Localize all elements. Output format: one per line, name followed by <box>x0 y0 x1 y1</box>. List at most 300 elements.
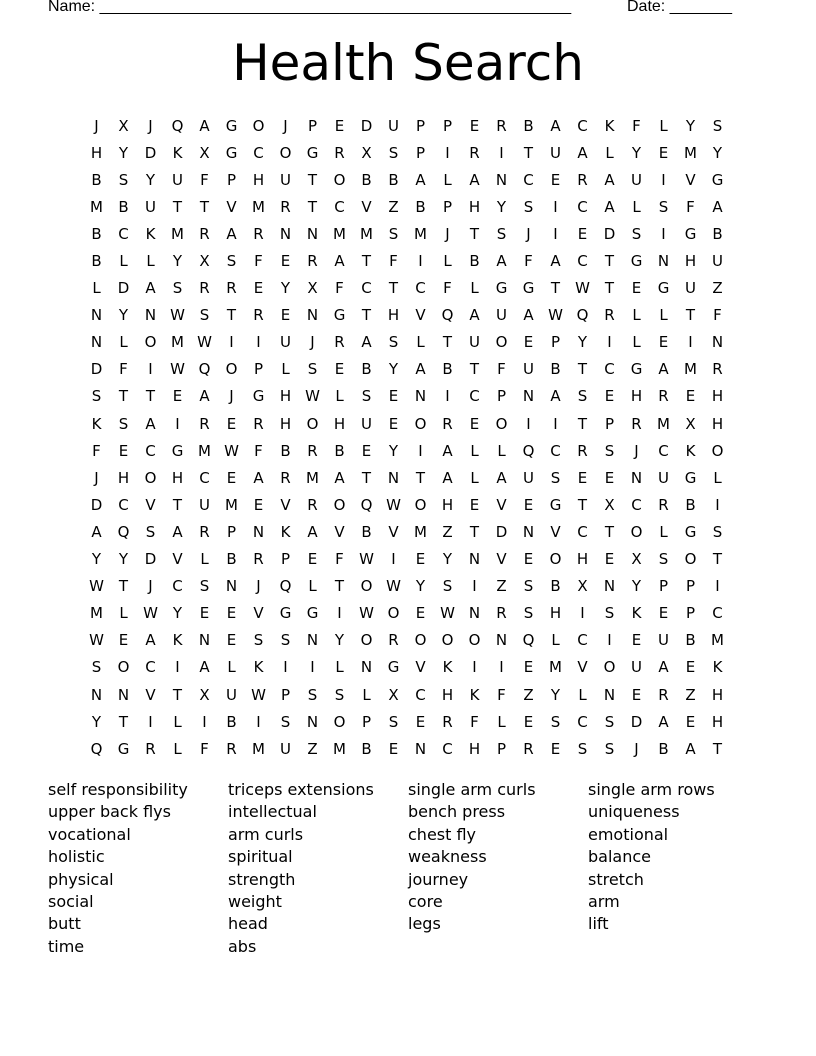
grid-letter: K <box>604 116 615 135</box>
grid-letter: Z <box>685 685 696 704</box>
grid-letter: E <box>685 387 696 406</box>
grid-letter: P <box>415 116 426 135</box>
grid-letter: L <box>416 333 425 352</box>
grid-letter: N <box>522 522 535 541</box>
grid-letter: U <box>280 333 291 352</box>
grid-letter: Q <box>171 116 184 135</box>
name-field[interactable]: Name: _____________________________________________________ <box>48 0 572 15</box>
grid-row <box>83 735 731 762</box>
grid-letter: L <box>632 333 641 352</box>
grid-letter: E <box>280 306 291 325</box>
word-item: uniqueness <box>588 802 680 822</box>
grid-letter: S <box>280 631 291 650</box>
grid-letter: S <box>334 685 345 704</box>
grid-letter: I <box>472 658 477 677</box>
grid-letter: T <box>307 197 318 216</box>
grid-letter: R <box>307 495 318 514</box>
word-item: abs <box>228 936 257 956</box>
grid-letter: M <box>171 333 184 352</box>
grid-letter: W <box>359 604 374 623</box>
grid-letter: T <box>226 306 237 325</box>
grid-letter: E <box>334 360 345 379</box>
grid-letter: F <box>92 441 101 460</box>
grid-letter: V <box>145 495 156 514</box>
grid-letter: A <box>658 360 669 379</box>
grid-letter: N <box>711 333 724 352</box>
grid-row <box>83 464 731 491</box>
grid-letter: A <box>658 658 669 677</box>
grid-letter: N <box>414 739 427 758</box>
grid-letter: S <box>523 604 534 623</box>
grid-letter: M <box>90 197 103 216</box>
grid-letter: S <box>496 224 507 243</box>
grid-letter: V <box>685 170 696 189</box>
grid-letter: C <box>523 170 534 189</box>
grid-letter: Q <box>279 577 292 596</box>
grid-letter: B <box>712 224 723 243</box>
grid-letter: S <box>118 170 129 189</box>
grid-letter: Z <box>523 685 534 704</box>
grid-letter: S <box>577 387 588 406</box>
grid-letter: T <box>469 522 480 541</box>
grid-letter: Q <box>198 360 211 379</box>
grid-letter: B <box>388 170 399 189</box>
grid-letter: A <box>199 658 210 677</box>
grid-letter: W <box>359 550 374 569</box>
grid-letter: O <box>333 495 346 514</box>
grid-letter: H <box>117 468 130 487</box>
grid-letter: E <box>388 414 399 433</box>
word-item: head <box>228 914 268 934</box>
grid-letter: R <box>199 224 210 243</box>
grid-letter: U <box>145 197 156 216</box>
grid-letter: W <box>224 441 239 460</box>
grid-letter: H <box>279 414 292 433</box>
grid-letter: H <box>711 414 724 433</box>
grid-letter: K <box>253 658 264 677</box>
grid-letter: O <box>414 631 427 650</box>
grid-letter: T <box>361 252 372 271</box>
grid-letter: N <box>522 387 535 406</box>
grid-letter: E <box>658 604 669 623</box>
grid-letter: S <box>253 631 264 650</box>
grid-letter: S <box>631 224 642 243</box>
grid-letter: F <box>443 279 452 298</box>
date-field[interactable]: Date: _______ <box>627 0 732 15</box>
grid-letter: N <box>306 224 319 243</box>
grid-letter: I <box>580 604 585 623</box>
grid-letter: M <box>306 468 319 487</box>
grid-letter: Y <box>550 685 561 704</box>
grid-letter: Y <box>91 712 102 731</box>
grid-letter: Q <box>522 441 535 460</box>
grid-letter: R <box>442 414 453 433</box>
grid-letter: N <box>144 306 157 325</box>
grid-letter: M <box>711 631 724 650</box>
grid-letter: L <box>335 387 344 406</box>
grid-letter: K <box>631 604 642 623</box>
grid-letter: M <box>549 658 562 677</box>
grid-letter: P <box>604 414 615 433</box>
grid-letter: X <box>577 577 588 596</box>
grid-letter: P <box>496 387 507 406</box>
grid-letter: R <box>577 441 588 460</box>
word-column <box>228 779 408 958</box>
grid-letter: E <box>199 604 210 623</box>
grid-letter: R <box>334 333 345 352</box>
grid-letter: W <box>386 577 401 596</box>
grid-letter: M <box>198 441 211 460</box>
grid-letter: I <box>283 658 288 677</box>
grid-letter: V <box>145 685 156 704</box>
grid-letter: X <box>604 495 615 514</box>
grid-letter: J <box>445 224 450 243</box>
grid-letter: U <box>469 333 480 352</box>
grid-letter: L <box>605 143 614 162</box>
grid-letter: N <box>387 468 400 487</box>
grid-letter: R <box>658 387 669 406</box>
grid-letter: Y <box>631 577 642 596</box>
word-item: weight <box>228 892 282 912</box>
grid-letter: E <box>631 685 642 704</box>
word-column <box>408 779 588 958</box>
grid-letter: L <box>632 197 641 216</box>
grid-letter: S <box>118 414 129 433</box>
grid-letter: A <box>172 522 183 541</box>
grid-letter: E <box>280 252 291 271</box>
grid-letter: E <box>388 387 399 406</box>
grid-letter: R <box>712 360 723 379</box>
grid-letter: A <box>199 387 210 406</box>
grid-letter: O <box>117 658 130 677</box>
grid-letter: L <box>308 577 317 596</box>
grid-letter: R <box>253 306 264 325</box>
letter-grid <box>83 112 731 762</box>
grid-letter: S <box>604 712 615 731</box>
grid-letter: D <box>117 279 130 298</box>
word-item: physical <box>48 869 114 889</box>
grid-letter: U <box>172 170 183 189</box>
grid-letter: G <box>684 468 697 487</box>
grid-letter: U <box>280 170 291 189</box>
grid-letter: S <box>388 712 399 731</box>
grid-letter: G <box>684 522 697 541</box>
grid-letter: A <box>469 170 480 189</box>
grid-row <box>83 220 731 247</box>
grid-letter: J <box>526 224 531 243</box>
grid-letter: M <box>684 143 697 162</box>
grid-letter: B <box>118 197 129 216</box>
grid-letter: L <box>443 252 452 271</box>
grid-letter: K <box>172 631 183 650</box>
grid-letter: V <box>496 495 507 514</box>
grid-letter: C <box>361 279 372 298</box>
grid-letter: G <box>306 143 319 162</box>
grid-letter: K <box>685 441 696 460</box>
grid-letter: A <box>361 333 372 352</box>
grid-letter: T <box>685 306 696 325</box>
grid-letter: R <box>442 712 453 731</box>
grid-letter: N <box>279 224 292 243</box>
grid-letter: E <box>334 116 345 135</box>
grid-letter: S <box>199 577 210 596</box>
word-item: triceps extensions <box>228 780 374 799</box>
grid-row <box>83 356 731 383</box>
grid-letter: E <box>523 495 534 514</box>
grid-letter: R <box>469 143 480 162</box>
grid-letter: E <box>388 739 399 758</box>
grid-letter: E <box>307 550 318 569</box>
grid-letter: Y <box>145 170 156 189</box>
grid-letter: Z <box>496 577 507 596</box>
grid-letter: P <box>442 197 453 216</box>
grid-letter: C <box>199 468 210 487</box>
grid-letter: E <box>253 279 264 298</box>
grid-letter: M <box>225 495 238 514</box>
grid-letter: R <box>226 739 237 758</box>
grid-letter: T <box>523 143 534 162</box>
grid-letter: N <box>90 333 103 352</box>
grid-letter: G <box>684 224 697 243</box>
grid-letter: F <box>713 306 722 325</box>
word-item: vocational <box>48 824 131 844</box>
grid-letter: F <box>254 441 263 460</box>
grid-letter: G <box>306 604 319 623</box>
grid-letter: S <box>712 116 723 135</box>
grid-letter: O <box>225 360 238 379</box>
grid-letter: A <box>91 522 102 541</box>
grid-letter: T <box>118 387 129 406</box>
grid-letter: R <box>307 252 318 271</box>
grid-row <box>83 193 731 220</box>
grid-letter: C <box>712 604 723 623</box>
grid-letter: B <box>361 170 372 189</box>
grid-letter: H <box>279 387 292 406</box>
grid-letter: K <box>442 658 453 677</box>
grid-row <box>83 518 731 545</box>
grid-letter: E <box>226 468 237 487</box>
word-item: lift <box>588 914 609 934</box>
grid-letter: A <box>469 306 480 325</box>
grid-letter: W <box>575 279 590 298</box>
grid-letter: Y <box>415 577 426 596</box>
grid-letter: Q <box>360 495 373 514</box>
grid-letter: E <box>253 495 264 514</box>
grid-letter: X <box>199 252 210 271</box>
grid-letter: E <box>118 631 129 650</box>
grid-letter: P <box>658 577 669 596</box>
grid-letter: I <box>391 550 396 569</box>
grid-letter: I <box>553 224 558 243</box>
word-item: time <box>48 936 85 956</box>
grid-letter: A <box>442 441 453 460</box>
grid-letter: T <box>199 197 210 216</box>
grid-letter: H <box>468 739 481 758</box>
grid-letter: A <box>415 360 426 379</box>
grid-letter: R <box>226 279 237 298</box>
grid-letter: R <box>523 739 534 758</box>
grid-letter: A <box>442 468 453 487</box>
grid-letter: C <box>550 441 561 460</box>
grid-letter: E <box>172 387 183 406</box>
grid-letter: T <box>442 333 453 352</box>
grid-letter: A <box>712 197 723 216</box>
grid-row <box>83 546 731 573</box>
grid-letter: G <box>252 387 265 406</box>
grid-letter: X <box>307 279 318 298</box>
grid-letter: T <box>604 522 615 541</box>
grid-letter: E <box>631 631 642 650</box>
grid-letter: T <box>307 170 318 189</box>
grid-row <box>83 491 731 518</box>
grid-letter: R <box>199 279 210 298</box>
word-column <box>588 779 768 958</box>
grid-letter: Z <box>442 522 453 541</box>
grid-letter: P <box>361 712 372 731</box>
grid-letter: H <box>711 685 724 704</box>
grid-letter: S <box>145 522 156 541</box>
word-item: strength <box>228 869 296 889</box>
grid-letter: C <box>577 631 588 650</box>
grid-letter: J <box>256 577 261 596</box>
grid-letter: L <box>551 631 560 650</box>
grid-row <box>83 681 731 708</box>
grid-letter: N <box>468 604 481 623</box>
grid-letter: U <box>199 495 210 514</box>
grid-letter: Y <box>685 116 696 135</box>
grid-letter: S <box>550 468 561 487</box>
grid-letter: B <box>280 441 291 460</box>
grid-letter: E <box>415 604 426 623</box>
grid-letter: M <box>360 224 373 243</box>
grid-letter: O <box>252 116 265 135</box>
grid-letter: P <box>280 550 291 569</box>
grid-letter: T <box>172 495 183 514</box>
grid-letter: C <box>415 685 426 704</box>
grid-letter: Q <box>90 739 103 758</box>
grid-letter: U <box>712 252 723 271</box>
grid-letter: C <box>442 739 453 758</box>
grid-letter: J <box>148 577 153 596</box>
grid-letter: E <box>604 468 615 487</box>
grid-letter: C <box>415 279 426 298</box>
grid-letter: S <box>442 577 453 596</box>
grid-letter: L <box>146 252 155 271</box>
grid-letter: K <box>145 224 156 243</box>
grid-letter: I <box>715 495 720 514</box>
grid-letter: G <box>387 658 400 677</box>
grid-letter: M <box>414 224 427 243</box>
grid-letter: S <box>712 522 723 541</box>
grid-letter: I <box>148 360 153 379</box>
grid-letter: C <box>145 658 156 677</box>
word-item: journey <box>408 869 469 889</box>
grid-letter: P <box>442 116 453 135</box>
grid-letter: S <box>604 739 615 758</box>
grid-letter: Y <box>118 550 129 569</box>
grid-letter: D <box>90 495 103 514</box>
grid-letter: L <box>497 441 506 460</box>
grid-letter: R <box>658 685 669 704</box>
grid-letter: I <box>418 252 423 271</box>
grid-row <box>83 275 731 302</box>
grid-letter: S <box>199 306 210 325</box>
grid-letter: I <box>553 414 558 433</box>
grid-letter: V <box>388 522 399 541</box>
grid-letter: T <box>388 279 399 298</box>
grid-letter: C <box>604 360 615 379</box>
grid-letter: L <box>281 360 290 379</box>
grid-letter: E <box>226 414 237 433</box>
grid-letter: C <box>145 441 156 460</box>
grid-letter: U <box>361 414 372 433</box>
grid-letter: F <box>497 685 506 704</box>
grid-letter: L <box>470 468 479 487</box>
grid-letter: H <box>441 685 454 704</box>
grid-letter: A <box>145 631 156 650</box>
grid-letter: A <box>550 116 561 135</box>
grid-letter: L <box>362 685 371 704</box>
page-title: Health Search <box>232 34 584 92</box>
grid-letter: I <box>661 224 666 243</box>
grid-letter: A <box>496 252 507 271</box>
grid-letter: R <box>388 631 399 650</box>
grid-letter: H <box>387 306 400 325</box>
grid-letter: B <box>226 550 237 569</box>
grid-letter: Y <box>172 252 183 271</box>
word-item: spiritual <box>228 847 293 867</box>
grid-letter: T <box>577 414 588 433</box>
grid-letter: L <box>227 658 236 677</box>
grid-letter: V <box>172 550 183 569</box>
grid-letter: L <box>200 550 209 569</box>
grid-letter: U <box>550 143 561 162</box>
grid-letter: S <box>523 577 534 596</box>
grid-letter: G <box>495 279 508 298</box>
word-item: legs <box>408 914 441 934</box>
grid-letter: I <box>553 197 558 216</box>
grid-letter: E <box>604 387 615 406</box>
grid-letter: E <box>226 604 237 623</box>
grid-letter: B <box>550 360 561 379</box>
grid-letter: C <box>577 252 588 271</box>
grid-letter: E <box>523 550 534 569</box>
grid-letter: F <box>470 712 479 731</box>
grid-letter: A <box>307 522 318 541</box>
grid-letter: W <box>170 360 185 379</box>
grid-letter: P <box>550 333 561 352</box>
grid-letter: E <box>469 495 480 514</box>
grid-letter: D <box>144 143 157 162</box>
word-item: bench press <box>408 802 506 822</box>
grid-letter: B <box>685 631 696 650</box>
grid-letter: O <box>333 712 346 731</box>
grid-letter: B <box>361 522 372 541</box>
grid-letter: K <box>469 685 480 704</box>
grid-letter: X <box>118 116 129 135</box>
grid-letter: R <box>631 414 642 433</box>
grid-letter: M <box>333 224 346 243</box>
grid-letter: C <box>118 224 129 243</box>
word-item: intellectual <box>228 802 317 822</box>
grid-letter: A <box>550 252 561 271</box>
grid-row <box>83 654 731 681</box>
grid-letter: O <box>333 170 346 189</box>
grid-letter: E <box>577 468 588 487</box>
grid-letter: S <box>658 197 669 216</box>
grid-letter: E <box>523 712 534 731</box>
grid-letter: U <box>388 116 399 135</box>
